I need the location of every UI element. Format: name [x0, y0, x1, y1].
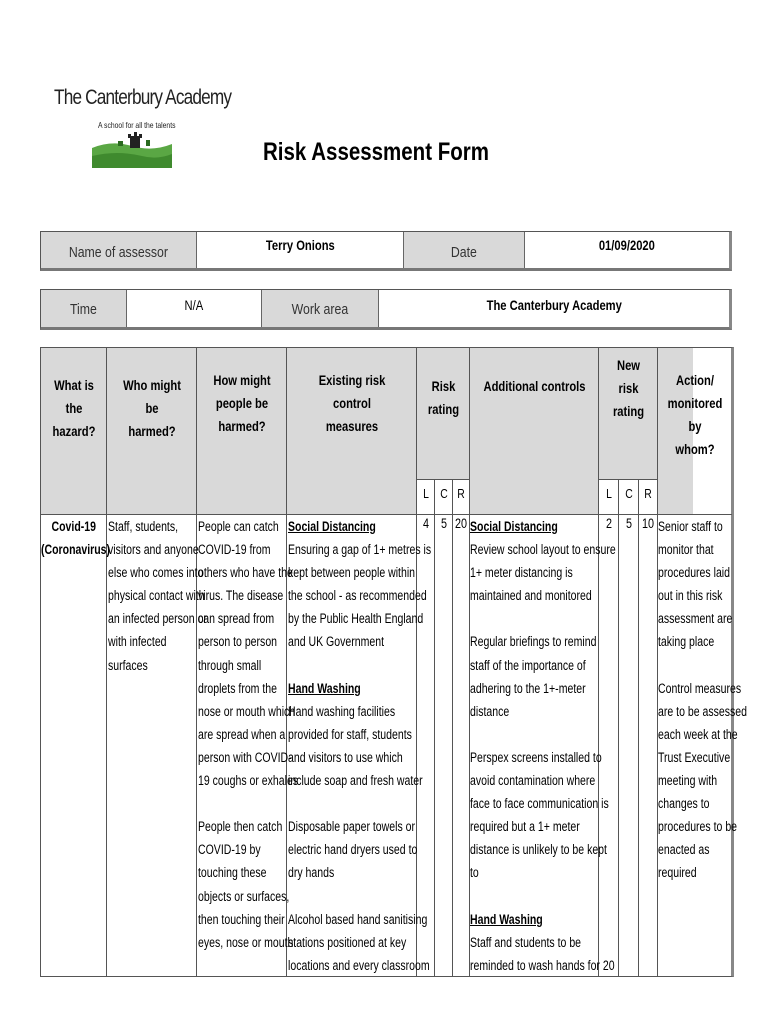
risk-l-value: 4 — [422, 516, 429, 531]
new-risk-r-label: R — [644, 486, 652, 501]
header-hazard: What is the hazard? — [52, 377, 96, 439]
new-risk-sub-divider — [599, 479, 658, 480]
work-area-value: The Canterbury Academy — [486, 297, 622, 313]
work-area-label-cell — [262, 290, 379, 327]
castle-hill-icon — [92, 132, 172, 168]
assessor-value-cell[interactable] — [197, 232, 405, 268]
risk-c-value: 5 — [440, 516, 447, 531]
assessor-value: Terry Onions — [265, 237, 335, 253]
risk-c-label: C — [440, 486, 448, 501]
school-logo — [54, 86, 232, 176]
existing-measures-cell: Social Distancing Ensuring a gap of 1+ metres is kept between people within the school - as recommended by the Public Health England and UK Government Hand Washing Hand washing facilities provided for staff, students and visitors to use which include soap and fresh water Disposable paper towels or electric hand dryers used to dry hands Alcohol based hand sanitising stations positioned at key locations and every classroom — [288, 519, 432, 973]
risk-table — [40, 347, 747, 977]
hazard-cell: Covid-19 (Coronavirus) — [41, 519, 111, 558]
date-value: 01/09/2020 — [599, 237, 656, 253]
header-who: Who might be harmed? — [123, 377, 181, 439]
how-cell: People can catch COVID-19 from others who have the virus. The disease can spread from person to person through small droplets from the nose or mouth which are spread when a person with COVID- 19 coughs or exhales People then catch COVID-19 by touching these objects or surfaces, then touching their eyes, nose or mouth — [198, 519, 299, 950]
time-workarea-row — [40, 289, 732, 330]
risk-l-label: L — [423, 486, 429, 501]
new-risk-c-col — [619, 479, 639, 976]
who-cell: Staff, students, visitors and anyone else who comes into physical contact with an infected person or with infected surfaces — [108, 519, 207, 673]
date-value-cell[interactable] — [525, 232, 729, 268]
risk-sub-divider — [417, 479, 470, 480]
header-how: How might people be harmed? — [213, 372, 271, 434]
header-additional: Additional controls — [483, 378, 586, 394]
new-risk-c-value: 5 — [625, 516, 632, 531]
header-risk-rating: Risk rating — [427, 378, 460, 417]
time-label-cell — [41, 290, 127, 327]
additional-controls-cell: Social Distancing Review school layout to ensure 1+ meter distancing is maintained and monitored Regular briefings to remind staff of the importance of adhering to the 1+-meter distance Perspex screens installed to avoid contamination where face to face communication is required but a 1+ meter distance is unlikely to be kept to Hand Washing Staff and students to be reminded to wash hands for 20 — [470, 519, 616, 973]
risk-r-value: 20 — [454, 516, 468, 531]
new-risk-l-label: L — [606, 486, 612, 501]
time-label: Time — [69, 301, 97, 318]
time-value: N/A — [184, 297, 204, 313]
risk-r-label: R — [457, 486, 465, 501]
new-risk-c-label: C — [625, 486, 633, 501]
work-area-label: Work area — [291, 301, 348, 318]
work-area-value-cell[interactable] — [379, 290, 729, 327]
time-value-cell[interactable] — [127, 290, 262, 327]
page-title: Risk Assessment Form — [263, 138, 489, 166]
logo-tagline: A school for all the talents — [98, 120, 176, 130]
logo-school-name: The Canterbury Academy — [54, 86, 232, 109]
date-label: Date — [451, 244, 478, 261]
assessor-label: Name of assessor — [68, 244, 168, 261]
new-risk-r-value: 10 — [641, 516, 655, 531]
action-cell: Senior staff to monitor that procedures laid out in this risk assessment are taking place Control measures are to be assessed each week at the Trust Executive meeting with changes to procedures to be enacted as required — [658, 519, 747, 881]
assessor-label-cell — [41, 232, 197, 268]
assessor-date-row — [40, 231, 732, 271]
new-risk-l-value: 2 — [605, 516, 612, 531]
header-existing: Existing risk control measures — [318, 372, 386, 434]
header-action: Action/ monitored by whom? — [667, 372, 723, 457]
date-label-cell — [404, 232, 525, 268]
risk-c-col — [435, 479, 453, 976]
header-new-risk: New risk rating — [612, 357, 645, 419]
